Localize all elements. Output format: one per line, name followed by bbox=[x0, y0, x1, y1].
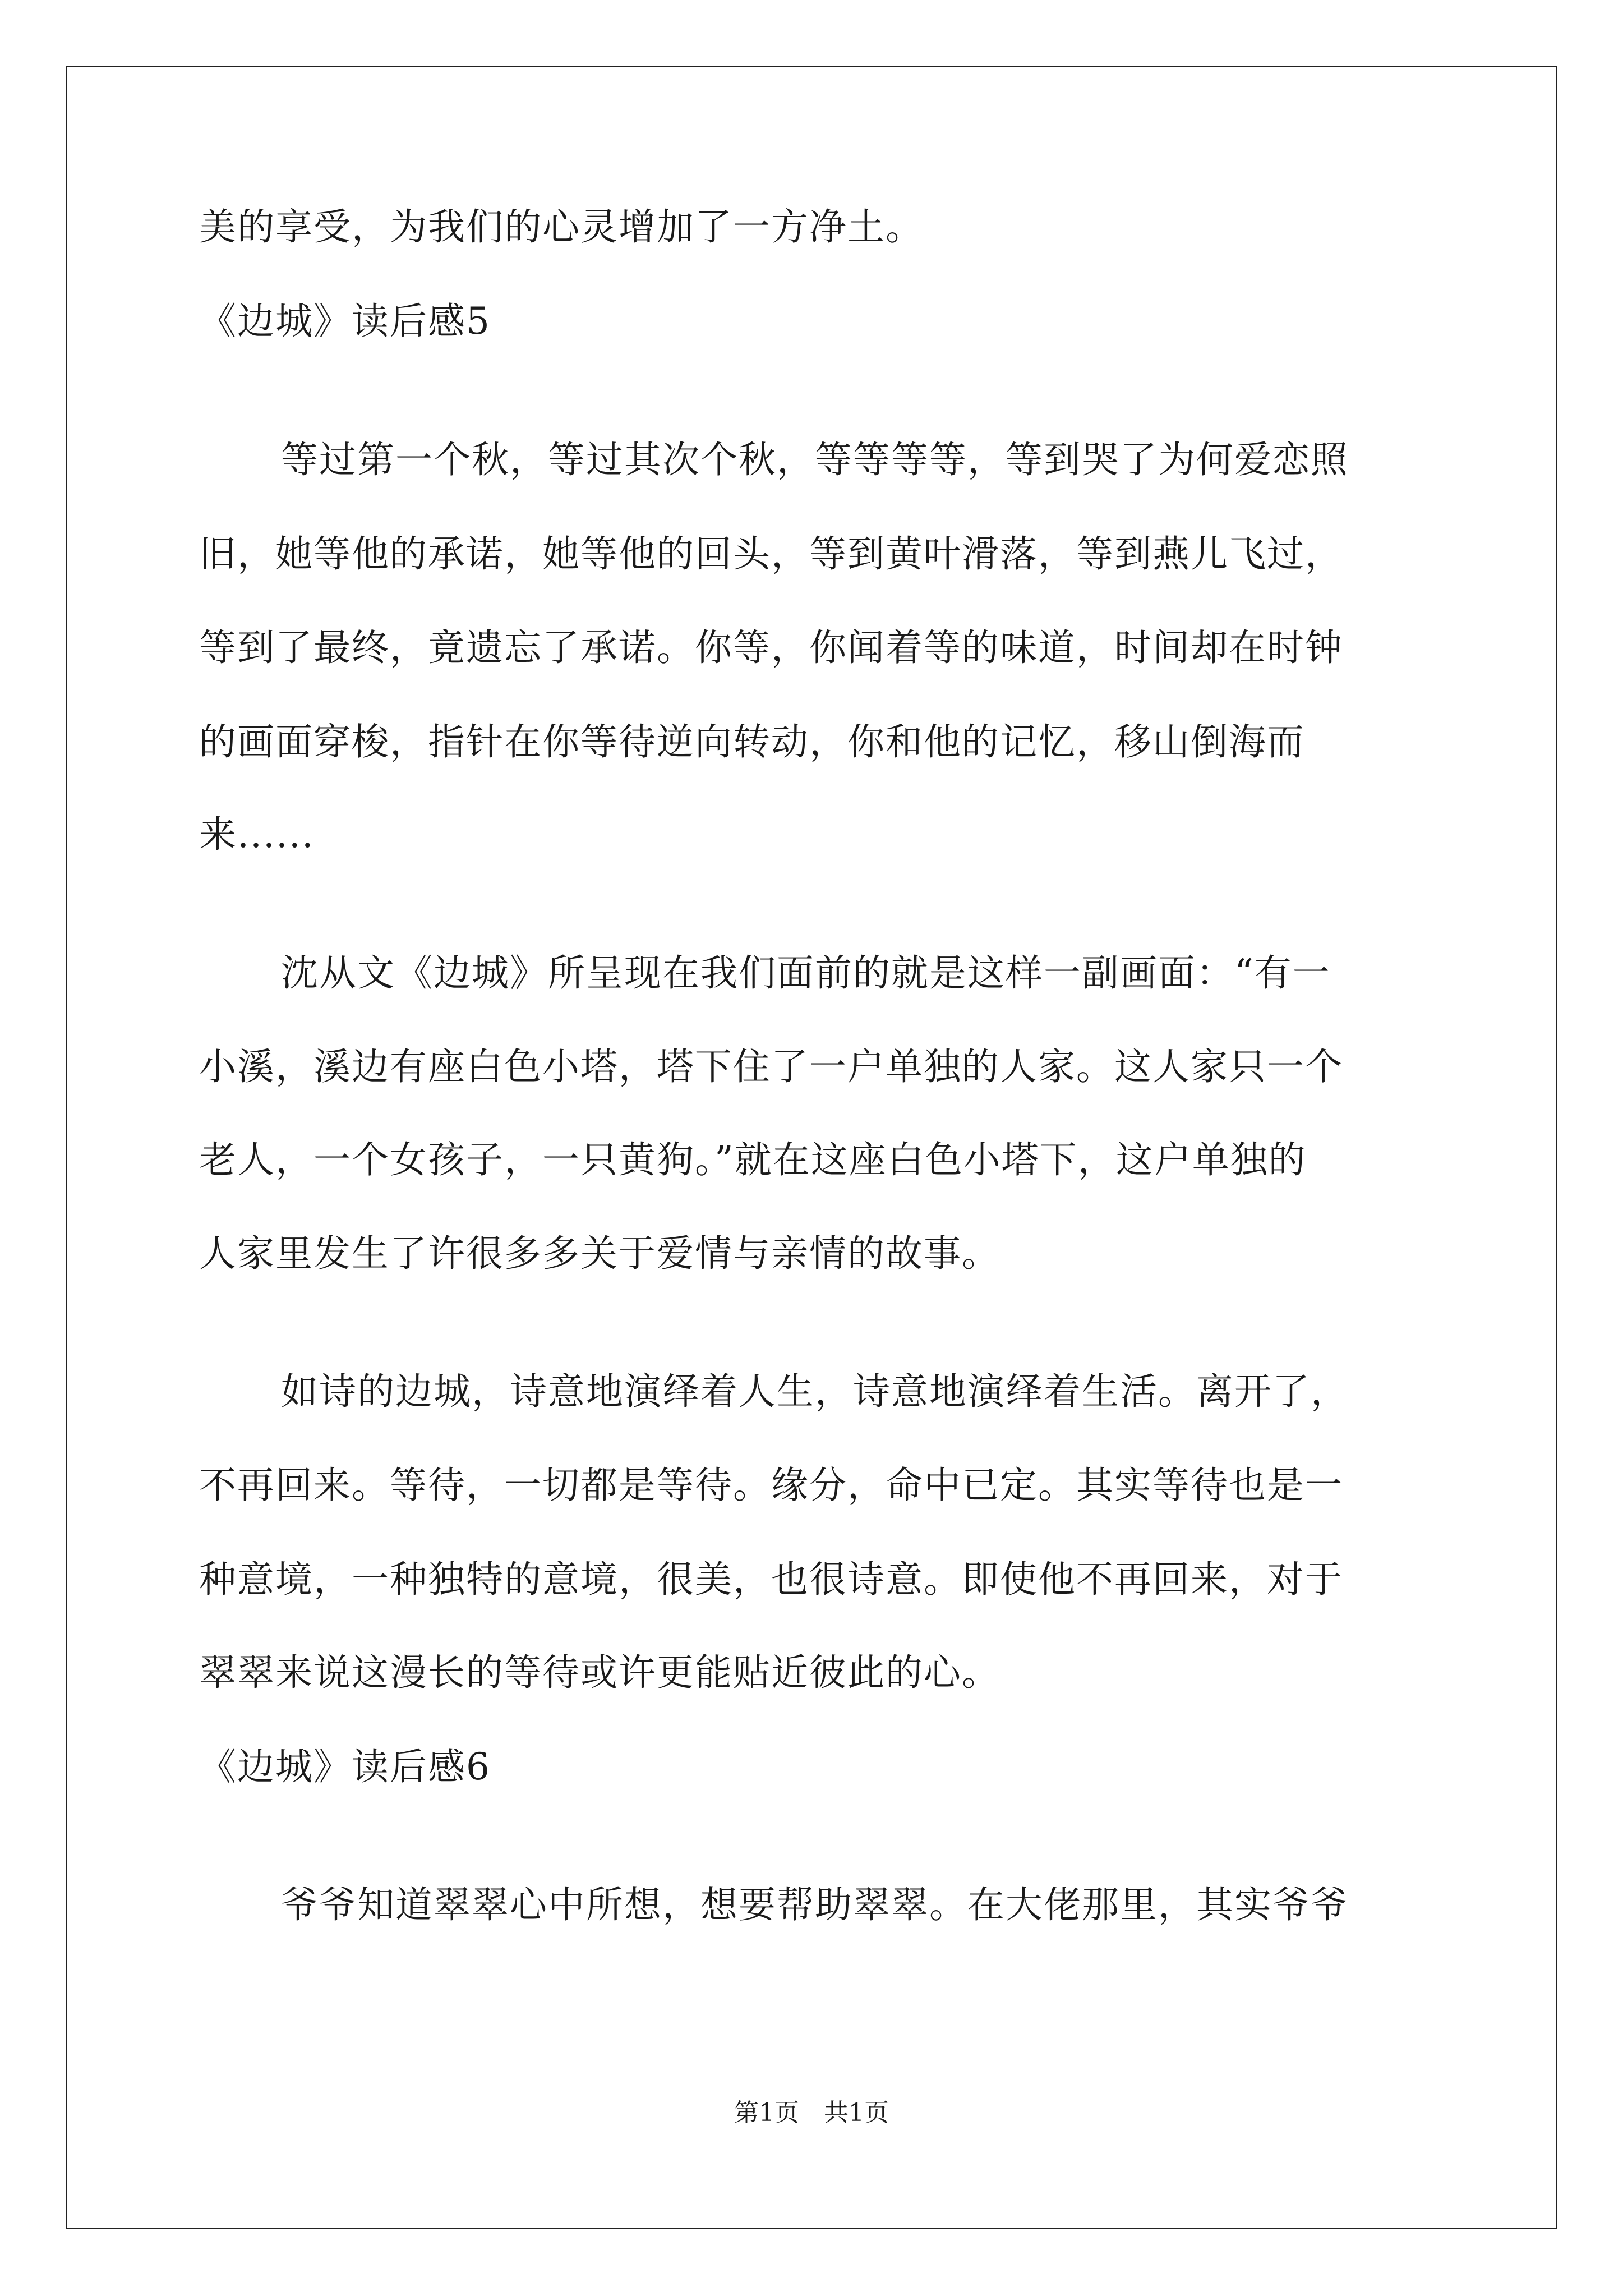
text-line: 人家里发生了许很多多关于爱情与亲情的故事。 bbox=[199, 1232, 1000, 1275]
text-line: 美的享受，为我们的心灵增加了一方净土。 bbox=[199, 205, 924, 249]
paragraph-start-line: 如诗的边城，诗意地演绎着人生，诗意地演绎着生活。离开了， bbox=[281, 1370, 1349, 1413]
paragraph-start-line: 等过第一个秋，等过其次个秋，等等等等，等到哭了为何爱恋照 bbox=[281, 438, 1349, 481]
page-number-footer: 第1页 共1页 bbox=[734, 2099, 889, 2127]
text-line: 旧，她等他的承诺，她等他的回头，等到黄叶滑落，等到燕儿飞过， bbox=[199, 532, 1343, 576]
text-line: 等到了最终，竟遗忘了承诺。你等，你闻着等的味道，时间却在时钟 bbox=[199, 626, 1343, 669]
section-heading: 《边城》读后感6 bbox=[199, 1745, 491, 1788]
paragraph-start-line: 爷爷知道翠翠心中所想，想要帮助翠翠。在大佬那里，其实爷爷 bbox=[281, 1883, 1349, 1926]
text-line: 老人，一个女孩子，一只黄狗。”就在这座白色小塔下，这户单独的 bbox=[199, 1138, 1307, 1181]
paragraph-start-line: 沈从文《边城》所呈现在我们面前的就是这样一副画面：“有一 bbox=[281, 951, 1331, 995]
section-heading: 《边城》读后感5 bbox=[199, 300, 491, 343]
text-line: 翠翠来说这漫长的等待或许更能贴近彼此的心。 bbox=[199, 1651, 1000, 1694]
text-line: 的画面穿梭，指针在你等待逆向转动，你和他的记忆，移山倒海而 bbox=[199, 720, 1305, 763]
text-line: 种意境，一种独特的意境，很美，也很诗意。即使他不再回来，对于 bbox=[199, 1558, 1343, 1601]
text-line: 小溪，溪边有座白色小塔，塔下住了一户单独的人家。这人家只一个 bbox=[199, 1045, 1343, 1088]
text-line: 不再回来。等待，一切都是等待。缘分，命中已定。其实等待也是一 bbox=[199, 1464, 1343, 1507]
text-line: 来...... bbox=[199, 813, 315, 856]
